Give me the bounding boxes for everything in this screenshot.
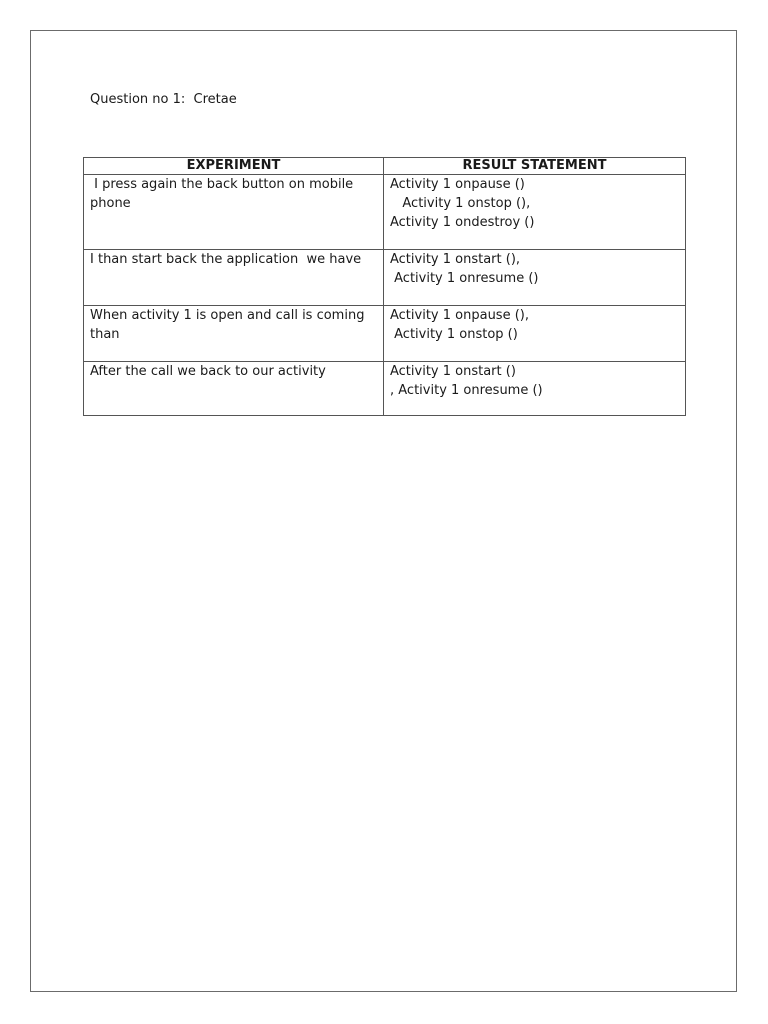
table-row (84, 306, 686, 362)
experiment-text: I than start back the application we have (90, 252, 362, 267)
result-line: Activity 1 onstop (), (390, 196, 531, 211)
result-line: Activity 1 onstart () (390, 364, 516, 379)
result-line: Activity 1 onstop () (390, 327, 518, 342)
result-statement-column-header: RESULT STATEMENT (384, 158, 686, 175)
result-line: Activity 1 onpause (), (390, 308, 529, 323)
experiment-results-table (83, 157, 686, 416)
experiment-text: When activity 1 is open and call is coming than (90, 308, 369, 342)
table-row (84, 175, 686, 250)
experiment-cell (84, 175, 384, 250)
experiment-text: After the call we back to our activity (90, 364, 326, 379)
table-row (84, 250, 686, 306)
result-line: Activity 1 onresume () (390, 271, 539, 286)
result-line: , Activity 1 onresume () (390, 383, 543, 398)
table-header-row (84, 158, 686, 175)
result-cell (384, 362, 686, 416)
result-line: Activity 1 onpause () (390, 177, 525, 192)
experiment-text: I press again the back button on mobile phone (90, 177, 358, 211)
result-cell (384, 306, 686, 362)
experiment-column-header: EXPERIMENT (84, 158, 384, 175)
result-line: Activity 1 onstart (), (390, 252, 521, 267)
table-row (84, 362, 686, 416)
question-heading: Question no 1: Cretae (90, 92, 237, 107)
result-cell (384, 250, 686, 306)
result-line: Activity 1 ondestroy () (390, 215, 535, 230)
experiment-cell (84, 250, 384, 306)
result-cell (384, 175, 686, 250)
experiment-cell (84, 362, 384, 416)
experiment-cell (84, 306, 384, 362)
